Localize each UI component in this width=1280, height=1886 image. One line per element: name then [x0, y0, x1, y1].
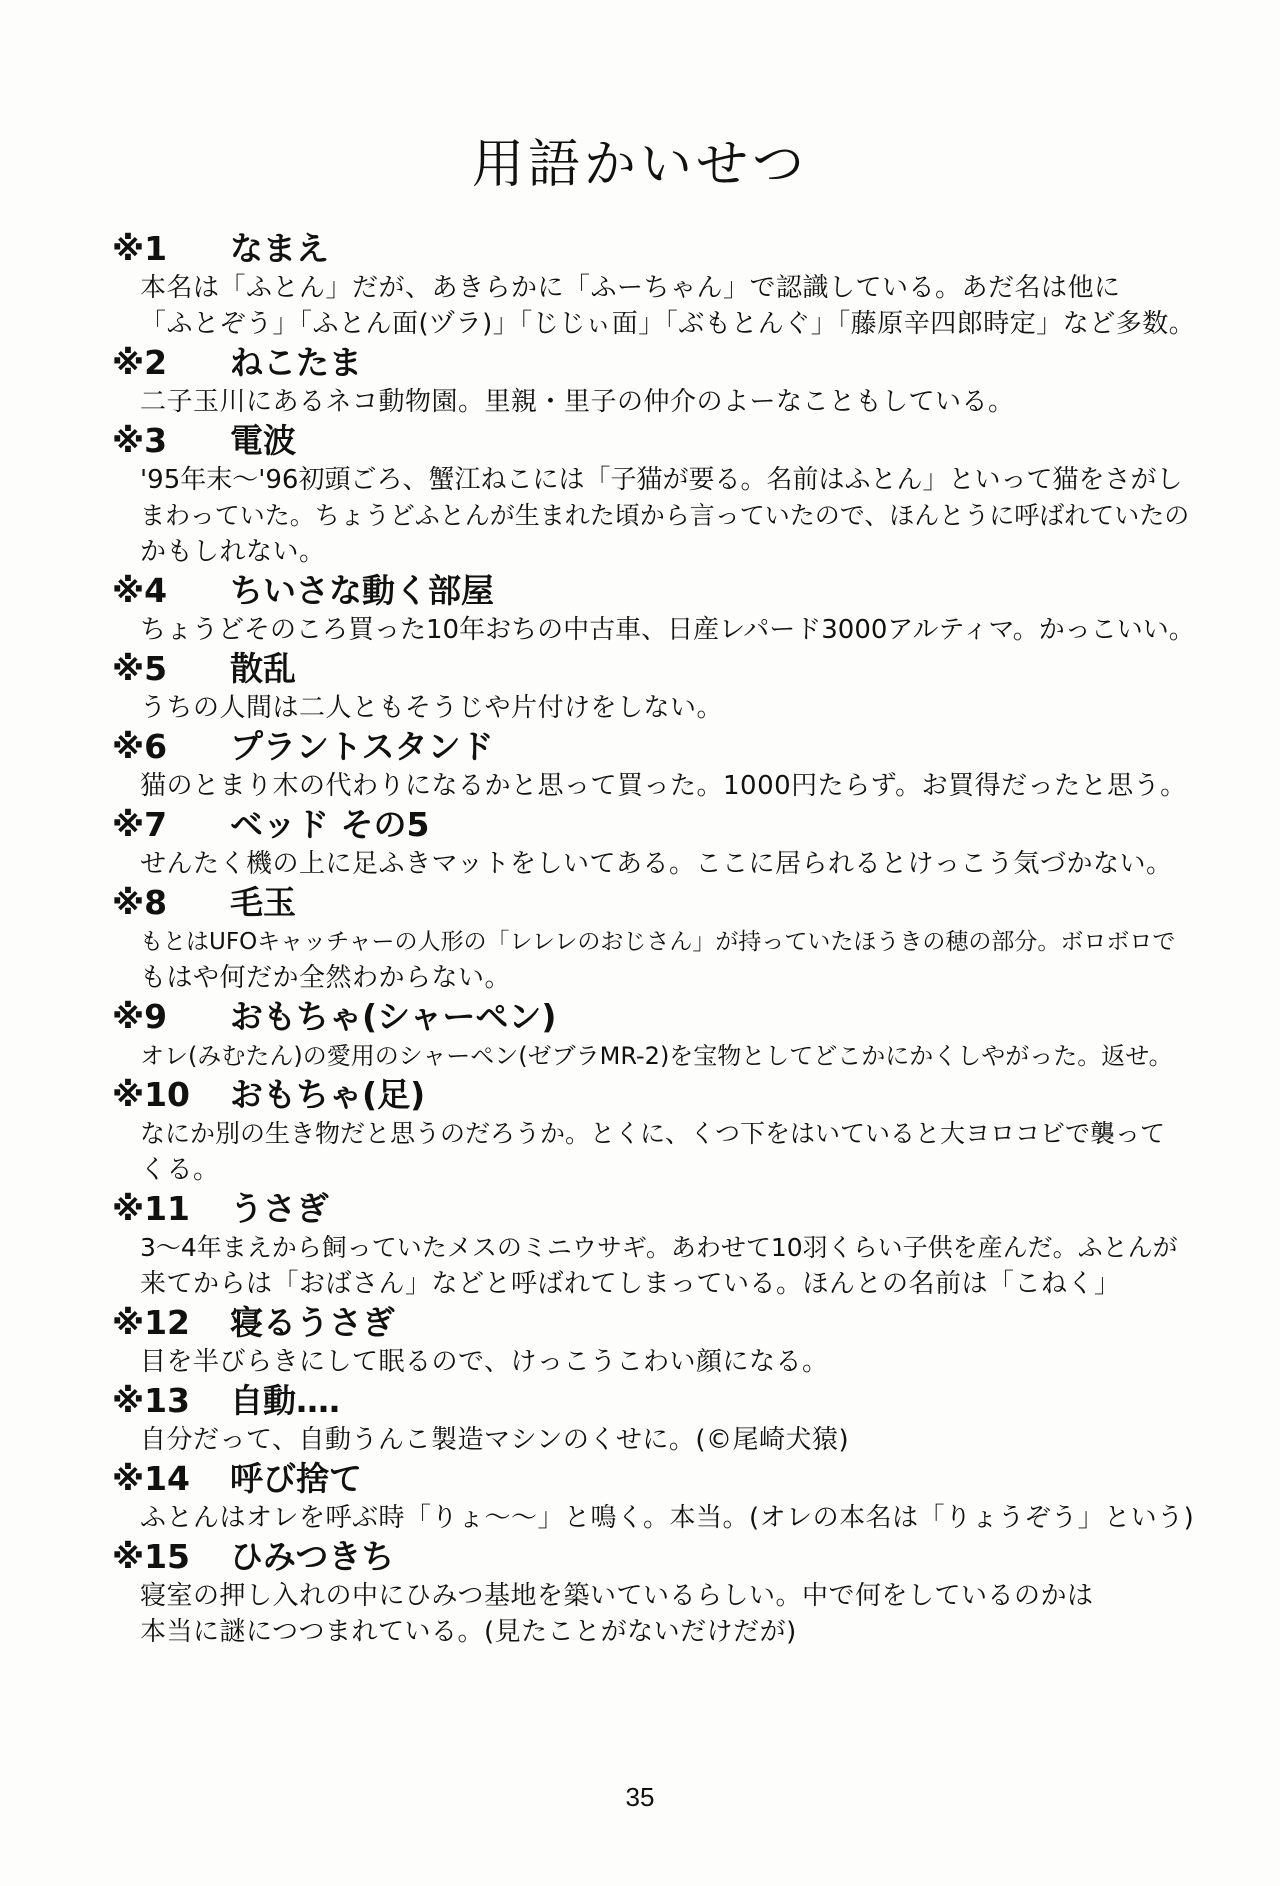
glossary-entry [112, 570, 1202, 648]
entry-description-line: せんたく機の上に足ふきマットをしいてある。ここに居られるとけっこう気づかない。 [140, 849, 1173, 879]
entry-number: ※2 [112, 343, 168, 382]
entry-description [140, 462, 1202, 570]
glossary-entry [112, 1302, 1202, 1380]
entry-description-line: まわっていた。ちょうどふとんが生まれた頃から言っていたので、ほんとうに呼ばれていたの [140, 501, 1190, 530]
glossary-entry [112, 342, 1202, 420]
entry-heading [112, 1302, 1202, 1344]
entry-description-line: ちょうどそのころ買った10年おちの中古車、日産レパード3000アルティマ。かっこいい。 [140, 615, 1195, 645]
entry-heading [112, 1380, 1202, 1422]
entry-number: ※15 [112, 1537, 191, 1576]
entry-number: ※10 [112, 1075, 191, 1114]
entry-description-line: '95年末〜'96初頭ごろ、蟹江ねこには「子猫が要る。名前はふとん」といって猫をさがし [140, 465, 1183, 495]
entry-term: 散乱 [230, 649, 296, 688]
glossary-entry [112, 1536, 1202, 1650]
glossary-entry [112, 996, 1202, 1074]
entry-description-line: うちの人間は二人ともそうじや片付けをしない。 [140, 693, 724, 723]
entry-description-line: かもしれない。 [140, 537, 326, 567]
entry-number: ※5 [112, 649, 168, 688]
entry-description [140, 924, 1202, 996]
entry-heading [112, 1458, 1202, 1500]
entry-description [140, 846, 1202, 882]
entry-heading [112, 1188, 1202, 1230]
entry-number: ※12 [112, 1303, 191, 1342]
entry-description [140, 1500, 1202, 1536]
entry-description-line: くる。 [140, 1155, 220, 1185]
entry-description-line: 二子玉川にあるネコ動物園。里親・里子の仲介のよーなこともしている。 [140, 387, 1015, 417]
entry-heading [112, 420, 1202, 462]
entry-term: おもちゃ(シャーペン) [230, 997, 557, 1036]
glossary-entry [112, 420, 1202, 570]
entry-number: ※4 [112, 571, 168, 610]
entry-heading [112, 228, 1202, 270]
entry-heading [112, 342, 1202, 384]
entry-description [140, 690, 1202, 726]
entry-description [140, 1038, 1202, 1074]
entry-heading [112, 726, 1202, 768]
page-title: 用語かいせつ [471, 135, 808, 195]
entry-heading [112, 1536, 1202, 1578]
entry-description-line: 本当に謎につつまれている。(見たことがないだけだが) [140, 1617, 797, 1647]
entry-description-line: ふとんはオレを呼ぶ時「りょ〜〜」と鳴く。本当。(オレの本名は「りょうぞう」という) [140, 1503, 1195, 1533]
entry-term: プラントスタンド [230, 727, 494, 766]
entry-description-line: 「ふとぞう」「ふとん面(ヅラ)」「じじぃ面」「ぶもとんぐ」「藤原辛四郎時定」など多数。 [140, 309, 1196, 339]
glossary-entry [112, 726, 1202, 804]
entry-number: ※7 [112, 805, 168, 844]
entry-description [140, 384, 1202, 420]
entry-term: ひみつきち [230, 1537, 395, 1576]
entry-term: ベッド その5 [230, 805, 430, 844]
entry-term: 呼び捨て [230, 1459, 362, 1498]
entry-heading [112, 648, 1202, 690]
entry-number: ※14 [112, 1459, 191, 1498]
entry-description-line: 自分だって、自動うんこ製造マシンのくせに。(©尾崎犬猿) [140, 1425, 850, 1455]
glossary-entry [112, 1380, 1202, 1458]
entry-heading [112, 570, 1202, 612]
glossary-entry [112, 804, 1202, 882]
entry-term: 毛玉 [230, 883, 296, 922]
entry-description-line: 本名は「ふとん」だが、あきらかに「ふーちゃん」で認識している。あだ名は他に [140, 273, 1121, 303]
entry-term: 自動‥‥ [230, 1381, 341, 1420]
entry-heading [112, 804, 1202, 846]
entry-description [140, 1422, 1202, 1458]
glossary-entry [112, 648, 1202, 726]
entry-description-line: 3〜4年まえから飼っていたメスのミニウサギ。あわせて10羽くらい子供を産んだ。ふとんが [140, 1233, 1178, 1262]
entry-description-line: 来てからは「おばさん」などと呼ばれてしまっている。ほんとの名前は「こねく」 [140, 1269, 1121, 1299]
entry-heading [112, 996, 1202, 1038]
entry-number: ※8 [112, 883, 168, 922]
entry-number: ※1 [112, 229, 168, 268]
entry-description [140, 1116, 1202, 1188]
entry-description [140, 1344, 1202, 1380]
glossary-entry [112, 1074, 1202, 1188]
entry-term: ちいさな動く部屋 [230, 571, 494, 610]
entry-description-line: なにか別の生き物だと思うのだろうか。とくに、くつ下をはいていると大ヨロコビで襲って [140, 1119, 1166, 1148]
entry-description-line: 寝室の押し入れの中にひみつ基地を築いているらしい。中で何をしているのかは [140, 1581, 1094, 1611]
entry-description-line: もはや何だか全然わからない。 [140, 963, 512, 993]
entry-term: なまえ [230, 229, 329, 268]
entry-number: ※9 [112, 997, 168, 1036]
entry-description-line: 目を半びらきにして眠るので、けっこうこわい顔になる。 [140, 1347, 829, 1377]
entry-number: ※6 [112, 727, 168, 766]
entry-number: ※11 [112, 1189, 191, 1228]
entry-term: ねこたま [230, 343, 362, 382]
entry-term: うさぎ [230, 1189, 329, 1228]
entry-description [140, 270, 1202, 342]
entry-term: 寝るうさぎ [230, 1303, 395, 1342]
entry-heading [112, 1074, 1202, 1116]
entry-number: ※13 [112, 1381, 191, 1420]
entry-heading [112, 882, 1202, 924]
entry-description [140, 612, 1202, 648]
glossary-entry [112, 228, 1202, 342]
glossary-entry [112, 882, 1202, 996]
entry-description [140, 768, 1202, 804]
entry-number: ※3 [112, 421, 168, 460]
entry-description-line: オレ(みむたん)の愛用のシャーペン(ゼブラMR-2)を宝物としてどこかにかくしやがった。返せ。 [140, 1042, 1173, 1070]
entry-term: 電波 [230, 421, 296, 460]
entry-description-line: 猫のとまり木の代わりになるかと思って買った。1000円たらず。お買得だったと思う。 [140, 771, 1187, 801]
glossary-entry [112, 1188, 1202, 1302]
glossary-list [112, 228, 1202, 1650]
glossary-entry [112, 1458, 1202, 1536]
entry-term: おもちゃ(足) [230, 1075, 426, 1114]
entry-description [140, 1578, 1202, 1650]
entry-description-line: もとはUFOキャッチャーの人形の「レレレのおじさん」が持っていたほうきの穂の部分。ボロボロで [140, 929, 1176, 955]
page-number: 35 [625, 1782, 655, 1812]
entry-description [140, 1230, 1202, 1302]
